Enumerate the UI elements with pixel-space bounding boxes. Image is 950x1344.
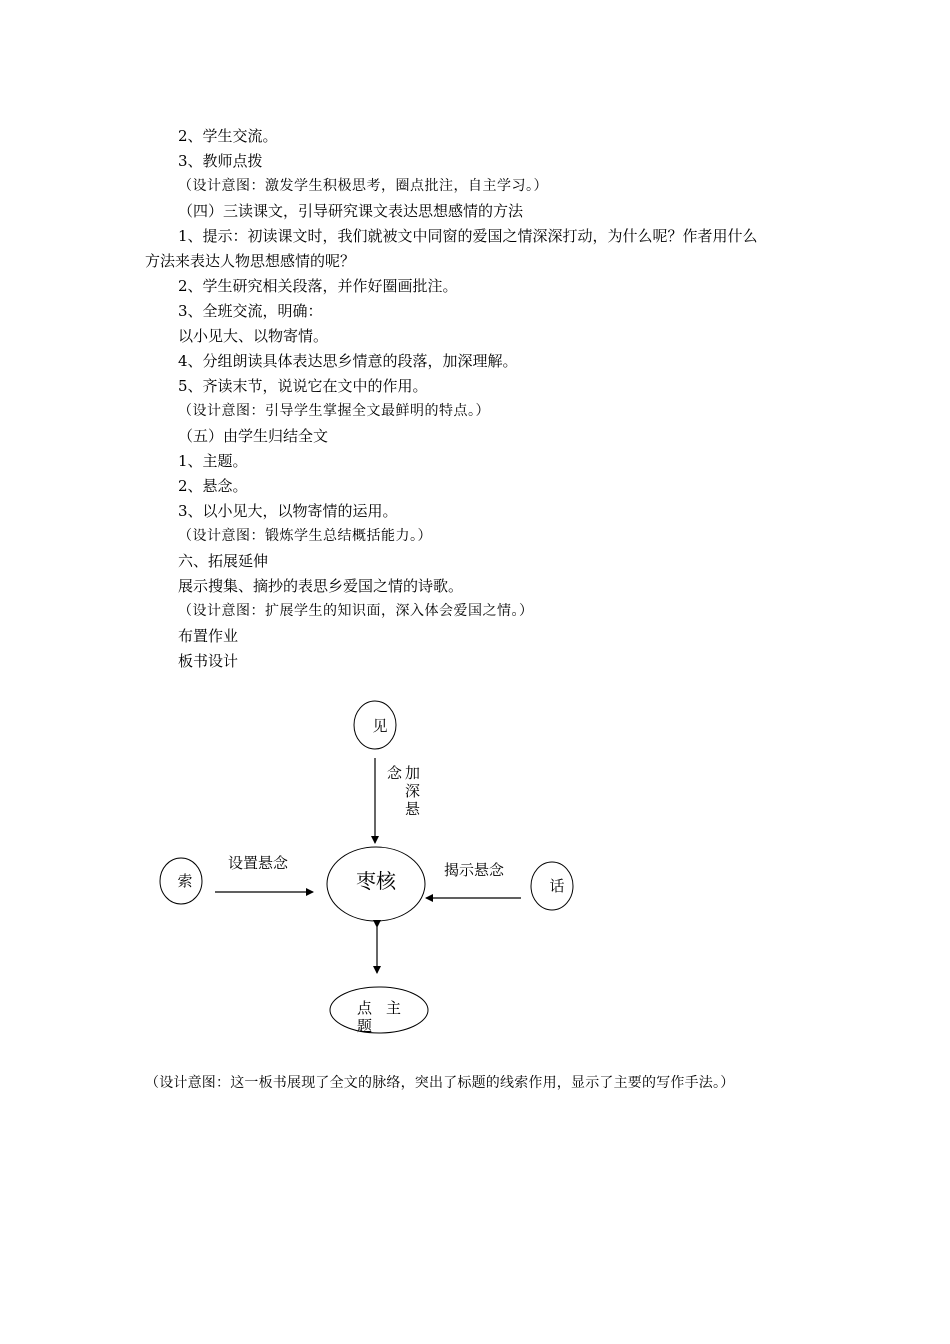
right-node-label: 话 <box>549 877 565 895</box>
design-intent-note: （设计意图：激发学生积极思考，圈点批注，自主学习。） <box>178 178 548 194</box>
text-line: 3、教师点拨 <box>178 152 263 170</box>
text-line: 2、学生研究相关段落，并作好圈画批注。 <box>178 277 458 295</box>
design-intent-note: （设计意图：扩展学生的知识面，深入体会爱国之情。） <box>178 603 534 619</box>
bottom-node-label: 点 <box>357 999 373 1017</box>
top-arrow-label: 深 <box>405 782 421 800</box>
text-line: 4、分组朗读具体表达思乡情意的段落，加深理解。 <box>178 352 518 370</box>
text-line: 3、全班交流，明确： <box>178 302 323 320</box>
text-line: 2、学生交流。 <box>178 127 278 145</box>
section-heading: 布置作业 <box>178 627 239 645</box>
text-line: 1、提示：初读课文时，我们就被文中同窗的爱国之情深深打动，为什么呢？作者用什么 <box>178 227 758 245</box>
final-design-intent-note: （设计意图：这一板书展现了全文的脉络，突出了标题的线索作用，显示了主要的写作手法。） <box>145 1075 735 1091</box>
text-line: 展示搜集、摘抄的表思乡爱国之情的诗歌。 <box>178 577 464 595</box>
section-heading: 六、拓展延伸 <box>178 552 269 570</box>
text-line: 方法来表达人物思想感情的呢？ <box>145 252 356 270</box>
text-line: 以小见大、以物寄情。 <box>178 327 329 345</box>
top-arrow-label: 加 <box>405 764 421 782</box>
center-node-label: 枣核 <box>356 869 396 893</box>
bottom-node-label: 题 <box>357 1017 373 1035</box>
section-heading: （四）三读课文，引导研究课文表达思想感情的方法 <box>178 202 524 220</box>
bottom-node <box>330 987 428 1033</box>
top-node-label: 见 <box>372 717 388 735</box>
text-line: 2、悬念。 <box>178 477 248 495</box>
top-arrow-label: 念 <box>387 764 403 782</box>
right-arrow-label: 揭示悬念 <box>444 861 505 879</box>
section-heading: （五）由学生归结全文 <box>178 427 329 445</box>
text-line: 3、以小见大，以物寄情的运用。 <box>178 502 398 520</box>
design-intent-note: （设计意图：引导学生掌握全文最鲜明的特点。） <box>178 403 490 419</box>
section-heading: 板书设计 <box>178 652 239 670</box>
bottom-node-label: 主 <box>386 999 402 1017</box>
left-arrow-label: 设置悬念 <box>228 854 289 872</box>
left-node-label: 索 <box>177 872 193 890</box>
top-arrow-label: 悬 <box>405 800 421 818</box>
text-line: 1、主题。 <box>178 452 248 470</box>
text-line: 5、齐读末节，说说它在文中的作用。 <box>178 377 428 395</box>
design-intent-note: （设计意图：锻炼学生总结概括能力。） <box>178 528 432 544</box>
